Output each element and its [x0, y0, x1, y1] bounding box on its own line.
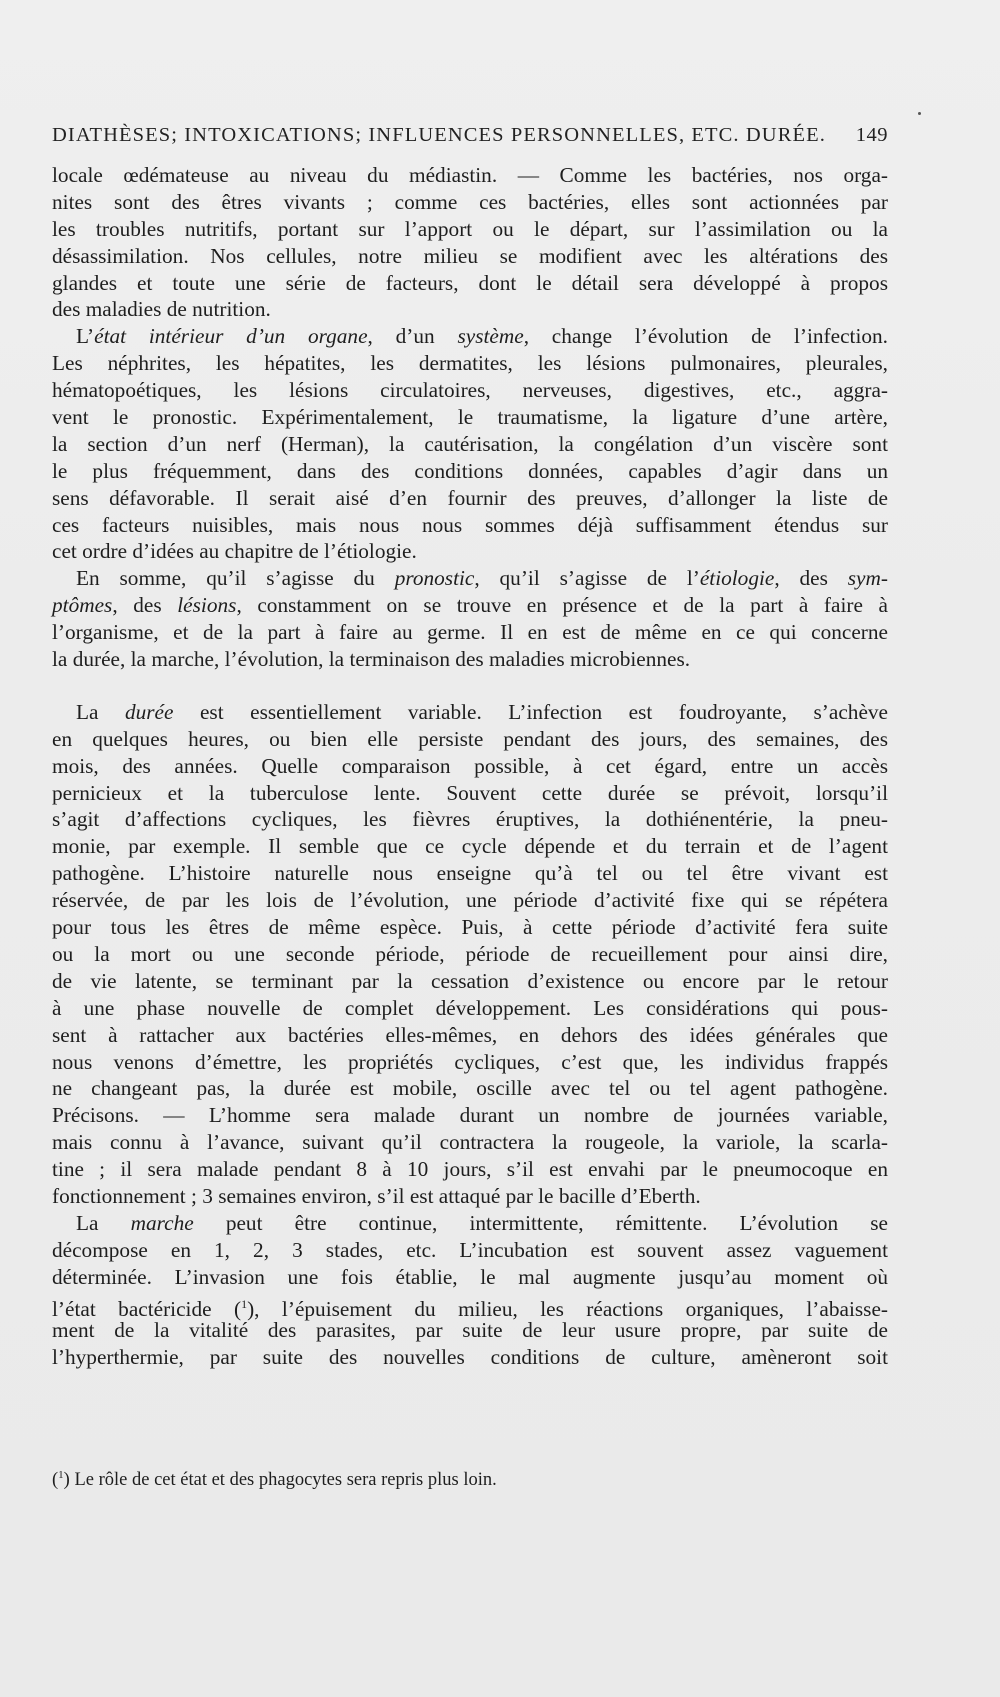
text-line: déterminée. L’invasion une fois établie, le mal augmente jusqu’au moment où: [52, 1264, 888, 1289]
text-line: nous venons d’émettre, les propriétés cycliques, c’est que, les individus frappés: [52, 1049, 888, 1074]
text-line: [52, 699, 888, 726]
footnote: ($^1$) Le rôle de cet état et des phagocytes sera repris plus loin.: [52, 1469, 497, 1491]
paragraph: [52, 565, 888, 673]
text-run: est essentiellement variable. L’infection est foudroyante, s’achève: [173, 699, 888, 724]
text-line: ne changeant pas, la durée est mobile, oscille avec tel ou tel agent pathogène.: [52, 1076, 888, 1101]
text-line: cet ordre d’idées au chapitre de l’étiologie.: [52, 539, 417, 564]
italic-term: étiologie: [699, 566, 775, 591]
text-run: , d’un: [367, 324, 458, 349]
text-line: sens défavorable. Il serait aisé d’en fournir des preuves, d’allonger la liste de: [52, 485, 888, 510]
page-number: 149: [855, 124, 888, 146]
header-title: DIATHÈSES; INTOXICATIONS; INFLUENCES PERSONNELLES, ETC. DURÉE.: [52, 124, 826, 146]
paragraph: [52, 323, 888, 565]
text-line: glandes et toute une série de facteurs, dont le détail sera développé à propos: [52, 270, 888, 295]
text-run: , des: [112, 593, 178, 618]
text-line: désassimilation. Nos cellules, notre milieu se modifient avec les altérations des: [52, 243, 888, 268]
text-line: nites sont des êtres vivants ; comme ces bactéries, elles sont actionnées par: [52, 189, 888, 214]
paragraph: [52, 1210, 888, 1371]
text-line: de vie latente, se terminant par la cessation d’existence ou encore par le retour: [52, 968, 888, 993]
text-run: ), l’épuisement du milieu, les réactions organiques, l’abaisse-: [247, 1296, 888, 1321]
italic-term: ptômes: [52, 593, 113, 618]
text-line: le plus fréquemment, dans des conditions données, capables d’agir dans un: [52, 458, 888, 483]
text-line: fonctionnement ; 3 semaines environ, s’il est attaqué par le bacille d’Eberth.: [52, 1183, 701, 1208]
italic-term: durée: [124, 699, 174, 724]
text-line: des maladies de nutrition.: [52, 297, 271, 322]
text-line: [52, 565, 888, 592]
italic-term: pronostic: [394, 566, 475, 591]
text-run: , des: [774, 566, 848, 591]
text-line: la section d’un nerf (Herman), la cautérisation, la congélation d’un viscère sont: [52, 431, 888, 456]
text-run: En somme, qu’il s’agisse du: [76, 566, 395, 591]
text-line: s’agit d’affections cycliques, les fièvres éruptives, la dothiénentérie, la pneu-: [52, 807, 888, 832]
text-line: l’organisme, et de la part à faire au germe. Il en est de même en ce qui concerne: [52, 620, 888, 645]
text-run: L’: [76, 324, 95, 349]
paragraph-gap: [52, 673, 888, 699]
text-line: [52, 323, 888, 350]
text-line: ces facteurs nuisibles, mais nous nous sommes déjà suffisamment étendus sur: [52, 512, 888, 537]
text-line: à une phase nouvelle de complet développement. Les considérations qui pous-: [52, 995, 888, 1020]
text-line: pathogène. L’histoire naturelle nous enseigne qu’à tel ou tel être vivant est: [52, 861, 888, 886]
text-line: locale œdémateuse au niveau du médiastin. — Comme les bactéries, nos orga-: [52, 163, 888, 187]
text-line: [52, 1210, 888, 1237]
text-run: l’état bactéricide (: [52, 1296, 242, 1321]
paragraph: [52, 162, 888, 323]
text-run: , change l’évolution de l’infection.: [523, 324, 888, 349]
italic-term: lésions: [177, 593, 237, 618]
text-run: peut être continue, intermittente, rémittente. L’évolution se: [193, 1210, 888, 1235]
text-line: réservée, de par les lois de l’évolution, une période d’activité fixe qui se répétera: [52, 888, 888, 913]
text-line: Précisons. — L’homme sera malade durant un nombre de journées variable,: [52, 1103, 888, 1128]
text-line: [52, 1291, 888, 1321]
text-line: les troubles nutritifs, portant sur l’apport ou le départ, sur l’assimilation ou la: [52, 216, 888, 241]
text-line: Les néphrites, les hépatites, les dermatites, les lésions pulmonaires, pleurales,: [52, 351, 888, 376]
text-line: ment de la vitalité des parasites, par suite de leur usure propre, par suite de: [52, 1318, 888, 1343]
text-run: , constamment on se trouve en présence et de la part à faire à: [236, 593, 888, 618]
text-line: l’hyperthermie, par suite des nouvelles conditions de culture, amèneront soit: [52, 1345, 888, 1370]
running-header: [52, 124, 888, 147]
text-run: La: [76, 1210, 131, 1235]
text-line: pernicieux et la tuberculose lente. Souvent cette durée se prévoit, lorsqu’il: [52, 780, 888, 805]
text-line: mois, des années. Quelle comparaison possible, à cet égard, entre un accès: [52, 753, 888, 778]
italic-term: état intérieur d’un organe: [94, 324, 368, 349]
italic-term: marche: [130, 1210, 194, 1235]
text-line: pour tous les êtres de même espèce. Puis, à cette période d’activité fera suite: [52, 915, 888, 940]
footnote-marker: 1: [58, 1469, 64, 1481]
footnote-text: Le rôle de cet état et des phagocytes sera repris plus loin.: [74, 1470, 497, 1491]
text-line: [52, 592, 888, 619]
text-line: monie, par exemple. Il semble que ce cycle dépende et du terrain et de l’agent: [52, 834, 888, 859]
italic-term: système: [457, 324, 524, 349]
body-text: [52, 162, 888, 1371]
text-line: vent le pronostic. Expérimentalement, le traumatisme, la ligature d’une artère,: [52, 405, 888, 430]
text-line: ou la mort ou une seconde période, période de recueillement pour ainsi dire,: [52, 941, 888, 966]
text-line: tine ; il sera malade pendant 8 à 10 jours, s’il est envahi par le pneumocoque en: [52, 1157, 888, 1182]
text-line: sent à rattacher aux bactéries elles-mêmes, en dehors des idées générales que: [52, 1022, 888, 1047]
speck-mark: [918, 112, 921, 115]
text-line: hématopoétiques, les lésions circulatoires, nerveuses, digestives, etc., aggra-: [52, 378, 888, 403]
text-run: , qu’il s’agisse de l’: [474, 566, 700, 591]
text-line: décompose en 1, 2, 3 stades, etc. L’incubation est souvent assez vaguement: [52, 1237, 888, 1262]
text-run: La: [76, 699, 125, 724]
paragraph: [52, 699, 888, 1210]
italic-term: sym-: [847, 566, 888, 591]
text-line: la durée, la marche, l’évolution, la terminaison des maladies microbiennes.: [52, 647, 691, 672]
footnote-reference[interactable]: 1: [241, 1296, 248, 1311]
text-line: mais connu à l’avance, suivant qu’il contractera la rougeole, la variole, la scarla-: [52, 1130, 888, 1155]
text-line: en quelques heures, ou bien elle persiste pendant des jours, des semaines, des: [52, 726, 888, 751]
